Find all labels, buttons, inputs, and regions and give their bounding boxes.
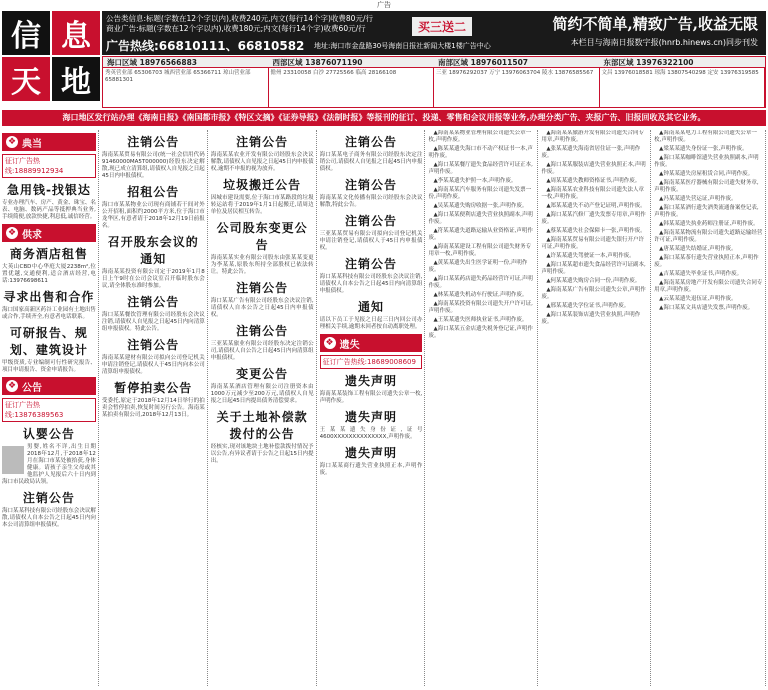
notice-title: 变更公告	[236, 367, 289, 381]
notice-body: 海口某某餐饮管理有限公司经股东会决议注销,请债权人自见报之日起45日内向清算组申报债权。特此公告。	[101, 312, 205, 332]
notice-body: 男婴,姓名不详,出生日期2018年12月,于2018年12月在海口市某处被拾获,身体健康。请孩子亲生父母或其他监护人见报后六十日内到海口市民政局认领。	[2, 444, 96, 485]
notice-body: 受委托,原定于2018年12月14日举行的拍卖会暂停拍卖,恢复时间另行公告。海南某某拍卖有限公司,2018年12月13日。	[101, 398, 205, 418]
notice-title: 可研报告、规划、建筑设计	[9, 326, 88, 357]
address: 地址:海口市金盘路30号海南日报社新闻大楼1楼广告中心	[314, 42, 491, 50]
district-detail-4: 文昌 13976018581 琼海 13807540298 定安 13976319585	[600, 68, 766, 107]
lost-notice: ▲冯某某遗失营运证,声明作废。	[659, 196, 737, 202]
lost-notice: ▲周某某遗失教师资格证书,声明作废。	[546, 178, 641, 184]
section-icon: ❖	[325, 338, 334, 348]
lost-notice: ▲海南某某医疗器械有限公司遗失财务章,声明作废。	[654, 180, 759, 193]
lost-notice: ▲吴某某遗失购房收据一张,声明作废。	[433, 203, 528, 209]
ad-column	[211, 130, 317, 686]
lost-notice: ▲海南某某房地产开发有限公司遗失合同专用章,声明作废。	[654, 280, 763, 293]
lost-notice: ▲海南某某电力工程有限公司遗失公章一枚,声明作废。	[654, 130, 757, 143]
notice-body: 海南某某实业有限公司股东由张某某变更为李某某,原股东所持全部股权已依法转让。特此公告。	[210, 255, 314, 275]
district-haikou: 海口区域 18976566883	[107, 58, 198, 67]
ad-hotline: 征订广告热线:13876389563	[2, 398, 96, 422]
promo-badge: 买三送二	[412, 17, 472, 36]
brand-logo	[2, 11, 100, 101]
notice-body: 三亚某某旅业有限公司经股东决定注销公司,请债权人自公告之日起45日内向清算组申报债权。	[210, 341, 314, 361]
notice-title: 寻求出售和合作	[3, 290, 95, 304]
notice-title: 注销公告	[236, 324, 289, 338]
section-header	[2, 133, 96, 151]
lost-notice: ▲海口某某汽修厂遗失发票专用章,声明作废。	[541, 212, 646, 225]
notice-title: 注销公告	[127, 135, 180, 149]
lost-notice: ▲林某某遗失机动车行驶证,声明作废。	[433, 292, 528, 298]
rate-line-2: 商业广告:标题(字数在12个字以内),收费180元;内文(每行14个字)收费60元/行	[106, 24, 366, 33]
section-icon: ❖	[7, 228, 17, 238]
lost-notice: ▲海口某某服装店遗失营业执照正本,声明作废。	[541, 162, 646, 175]
lost-notice: ▲钟某某遗失房屋租赁合同,声明作废。	[659, 171, 754, 177]
notice-body: 海口某某科技有限公司经股东会决议注销,请债权人自本公告之日起45日内向清算组申报债权。	[319, 274, 423, 294]
notice-title: 注销公告	[22, 491, 75, 505]
notice-title: 商务酒店租售	[9, 247, 88, 261]
notice-body: 海口国家高新区药谷工业园有土地出售或合作,手续齐全,有意者电话联系。	[2, 307, 96, 320]
section-label: 典当	[22, 138, 42, 150]
lost-notice: ▲张某某遗失海南省居住证一张,声明作废。	[541, 146, 641, 159]
ad-columns	[2, 130, 766, 686]
section-header	[2, 224, 96, 242]
notice-body: 海南某某酒店管理有限公司注册资本由1000万元减少至200万元,请债权人自见报之日起45日内提出债务清偿要求。	[210, 384, 314, 404]
notice-title: 注销公告	[345, 135, 398, 149]
lost-notice: ▲韩某某遗失执业药师注册证,声明作废。	[659, 221, 759, 227]
notice-body: 经核实,现对该地块土地补偿款拨付情况予以公告,有异议者请于公告之日起15日内提出。	[210, 444, 314, 464]
notice-body: 海口某某商行遗失营业执照正本,声明作废。	[319, 463, 423, 476]
notice-body: 海口某某科技有限公司经股东会决议解散,请债权人自本公告之日起45日内向本公司清算组申报债权。	[2, 508, 96, 528]
notice-body: 海南某某投资有限公司定于2019年1月8日上午9时在公司会议室召开临时股东会议,请全体股东准时参加。	[101, 269, 205, 289]
baby-photo	[2, 446, 24, 474]
notice-title: 召开股东会议的通知	[107, 235, 199, 266]
rate-line-1: 公告类信息:标题(字数在12个字以内),收费240元,内文(每行14个字)收费80元/行	[106, 14, 373, 23]
section-icon: ❖	[7, 381, 17, 391]
lost-notice: ▲海南某某投资有限公司遗失开户许可证,声明作废。	[428, 301, 533, 314]
notice-title: 遗失声明	[345, 410, 398, 424]
notice-title: 注销公告	[345, 214, 398, 228]
notice-body: 海南某某文化传播有限公司经股东会决议解散,特此公告。	[319, 195, 423, 208]
lost-notice: ▲海南某某农业科技有限公司遗失法人章一枚,声明作废。	[541, 187, 645, 200]
notice-title: 遗失声明	[345, 446, 398, 460]
lost-notice: ▲海口某某药店遗失药品经营许可证,声明作废。	[428, 276, 533, 289]
notice-body: 海口市某某物业公司现有商铺若干间对外公开招租,面积约2000平方米,位于海口市龙华区,有意者请于2018年12月19日前报名。	[101, 202, 205, 229]
notice-title: 注销公告	[127, 295, 180, 309]
notice-body: 海南某某装饰工程有限公司遗失公章一枚,声明作废。	[319, 391, 423, 404]
notice-title: 垃圾搬迁公告	[223, 178, 302, 192]
district-panel	[102, 56, 766, 108]
section-icon: ❖	[7, 137, 17, 147]
lost-notice: ▲陈某某遗失海口市不动产权证书一本,声明作废。	[428, 146, 533, 159]
lost-notice: ▲海口某某装饰店遗失营业执照,声明作废。	[541, 312, 641, 325]
notice-body: 海南某某农业开发有限公司经股东会决议解散,请债权人自见报之日起45日内申报债权,逾期不申报的视为放弃。	[210, 152, 314, 172]
district-east: 东部区域 13976322100	[603, 58, 694, 67]
lost-notice: ▲海口某某超市遗失食品经营许可证副本,声明作废。	[541, 262, 646, 275]
section-label: 公告	[22, 382, 42, 394]
section-header	[320, 334, 423, 352]
notice-title: 通知	[358, 300, 385, 314]
notice-title: 注销公告	[345, 178, 398, 192]
ad-column	[654, 130, 766, 686]
ad-column	[102, 130, 208, 686]
notice-body: 专业办理汽车、房产、黄金、珠宝、名表、电脑、数码产品等抵押典当业务,手续简便,放款快捷,利息低,诚信经营。	[2, 200, 96, 220]
notice-title: 关于土地补偿款拨付的公告	[216, 410, 308, 441]
lost-notice: ▲海南某某汽车服务有限公司遗失发票一份,声明作废。	[428, 187, 532, 200]
ad-column	[2, 130, 99, 686]
brand-char-4: 地	[52, 57, 100, 101]
notice-title: 注销公告	[236, 281, 289, 295]
brand-char-3: 天	[2, 57, 50, 101]
lost-notice: ▲蔡某某遗失社会保障卡一张,声明作废。	[546, 228, 646, 234]
lost-notice: ▲黄某某遗失出生医学证明一份,声明作废。	[428, 260, 528, 273]
lost-notice: ▲海口某某酒行遗失酒类流通备案登记表,声明作废。	[654, 205, 759, 218]
section-label: 供求	[22, 229, 42, 241]
district-detail-2: 儋州 23310058 白沙 27725566 临高 28166108	[269, 68, 435, 107]
slogan: 简约不简单,精致广告,收益无限	[552, 15, 758, 33]
lost-notice: ▲邢某某遗失学位证书,声明作废。	[546, 303, 630, 309]
lost-notice: ▲海南某某物业管理有限公司遗失公章一枚,声明作废。	[428, 130, 532, 143]
brand-char-1: 信	[2, 11, 50, 55]
notice-title: 注销公告	[236, 135, 289, 149]
lost-notice: ▲海南某某物流有限公司遗失道路运输经营许可证,声明作废。	[654, 230, 763, 243]
lost-notice: ▲唐某某遗失结婚证,声明作废。	[659, 246, 737, 252]
notice-title: 注销公告	[127, 338, 180, 352]
section-label: 遗失	[339, 339, 360, 351]
lost-notice: ▲海南某某贸易有限公司遗失银行开户许可证,声明作废。	[541, 237, 645, 250]
ad-column	[320, 130, 426, 686]
notice-body: 因城市建设需要,位于海口市某路段的垃圾转运站将于2019年1月1日起搬迁,请周边单位及居民相互转告。	[210, 195, 314, 215]
lost-notice: ▲何某某遗失购房合同一份,声明作废。	[546, 278, 641, 284]
lost-notice: ▲海口某某咖啡馆遗失营业执照副本,声明作废。	[654, 155, 759, 168]
notice-body: 请以下员工于见报之日起三日内回公司办理相关手续,逾期未回者按自动离职处理。	[319, 317, 423, 330]
ad-column	[541, 130, 651, 686]
lost-notice: ▲海口某某餐厅遗失食品经营许可证正本,声明作废。	[428, 162, 533, 175]
header-bar	[102, 11, 766, 55]
top-tag: 广告	[377, 1, 391, 9]
lost-notice: ▲海南某某旅游开发有限公司遗失合同专用章,声明作废。	[541, 130, 645, 143]
lost-notice: ▲许某某遗失驾驶证一本,声明作废。	[546, 253, 635, 259]
notice-title: 暂停拍卖公告	[114, 381, 193, 395]
section-header	[2, 377, 96, 395]
lost-notice: ▲海口某某便利店遗失营业执照副本,声明作废。	[428, 212, 533, 225]
lost-notice: ▲符某某遗失道路运输从业资格证,声明作废。	[428, 228, 533, 241]
lost-notice: ▲梁某某遗失身份证一张,声明作废。	[659, 146, 748, 152]
district-row	[103, 57, 765, 68]
lost-notice: ▲王某某遗失医师执业证书,声明作废。	[433, 317, 528, 323]
notice-title: 急用钱-找银达	[6, 183, 91, 197]
lost-notice: ▲海口某某茶行遗失营业执照正本,声明作废。	[654, 255, 759, 268]
notice-title: 公司股东变更公告	[216, 221, 308, 252]
notice-body: 三亚某某贸易有限公司拟向公司登记机关申请注销登记,请债权人于45日内申报债权。	[319, 231, 423, 251]
notice-title: 招租公告	[127, 185, 180, 199]
district-detail-1: 秀英营业部 65306703 城西营业部 65366711 琼山营业部 65881301	[103, 68, 269, 107]
notice-body: 海口某某电子商务有限公司经股东决定注销公司,请债权人自见报之日起45日内申报债权。	[319, 152, 423, 172]
ad-hotline: 征订广告热线:18889912934	[2, 154, 96, 178]
brand-char-2: 息	[52, 11, 100, 55]
notice-body: 王某某遗失身份证,证号4600XXXXXXXXXXXXXX,声明作废。	[319, 427, 423, 440]
notice-body: 海口某某广告有限公司经股东会决议注销,请债权人自本公告之日起45日内申报债权。	[210, 298, 314, 318]
notice-title: 遗失声明	[345, 374, 398, 388]
service-banner: 海口地区发行站办理《海南日报》《南国都市报》《特区文摘》《证券导报》《法制时报》等报刊的征订、投递、零售和会议用报等业务,办理分类广告、夹报广告、旧报回收及其它业务。	[2, 110, 766, 126]
notice-title: 注销公告	[345, 257, 398, 271]
notice-with-photo	[2, 444, 96, 486]
lost-notice: ▲海口某某五金店遗失税务登记证,声明作废。	[428, 326, 533, 339]
notice-body: 大英山CBD中心华庭大厦2238m²,位置优越,交通便利,适合酒店经营,电话:13976698611	[2, 264, 96, 284]
hotline: 广告热线:66810111、66810582	[106, 39, 305, 53]
lost-notice: ▲郑某某遗失不动产登记证明,声明作废。	[546, 203, 646, 209]
slogan-sub: 本栏目与海南日报数字报(hnrb.hinews.cn)同步刊发	[570, 38, 758, 47]
ad-hotline: 征订广告热线:18689008609	[320, 355, 423, 369]
lost-notice: ▲海口某某文具店遗失发票,声明作废。	[659, 305, 754, 311]
lost-notice: ▲云某某遗失退伍证,声明作废。	[659, 296, 737, 302]
notice-body: 甲级资质,专业编制可行性研究报告、项目申请报告、资金申请报告。	[2, 360, 96, 373]
lost-notice: ▲吉某某遗失毕业证书,声明作废。	[659, 271, 743, 277]
lost-notice: ▲海南某某建设工程有限公司遗失财务专用章一枚,声明作废。	[428, 244, 532, 257]
ad-column	[428, 130, 538, 686]
notice-title: 认婴公告	[22, 427, 75, 441]
district-west: 西部区域 13876071190	[272, 58, 363, 67]
lost-notice: ▲李某某遗失护照一本,声明作废。	[433, 178, 517, 184]
district-south: 南部区域 18976011507	[438, 58, 529, 67]
notice-body: 海南某某贸易有限公司(统一社会信用代码91460000MA5T000000)经股东决定解散,现已成立清算组,请债权人自见报之日起45日内申报债权。	[101, 152, 205, 179]
lost-notice: ▲海南某某广告有限公司遗失公章,声明作废。	[541, 287, 646, 300]
notice-body: 海南某某建材有限公司拟向公司登记机关申请注销登记,请债权人于45日内向本公司清算组申报债权。	[101, 355, 205, 375]
district-detail-3: 三亚 18976292037 万宁 13976063704 陵水 13876585567	[434, 68, 600, 107]
district-details	[103, 68, 765, 107]
